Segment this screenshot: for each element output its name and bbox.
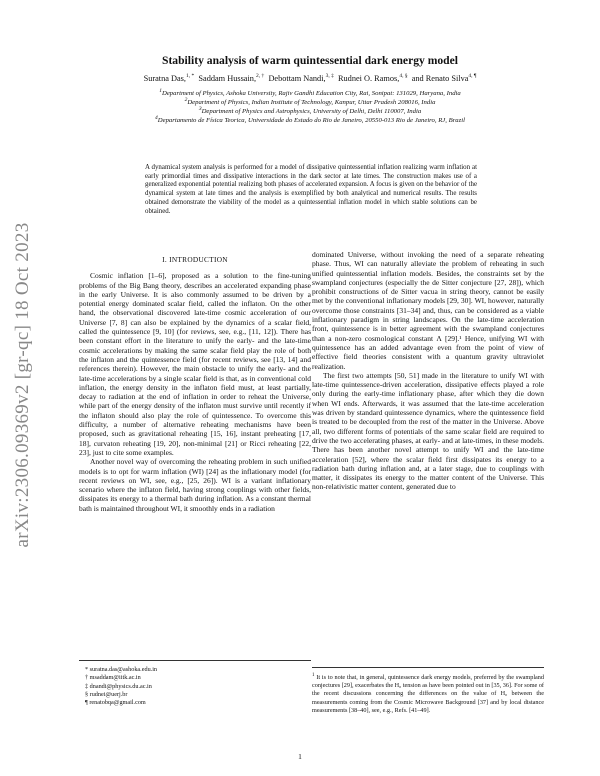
author: Rudnei O. Ramos,$^{4, \S}$	[338, 73, 408, 83]
email-footnote: * suratna.das@ashoka.edu.in	[85, 666, 158, 673]
paragraph: The first two attempts [50, 51] made in the literature to unify WI with late-time quintessence-driven acceleration, dissipative effects played a role only during the early-time inflationary phase, after which they die down when WI ends. Afterwards, it was assumed that the late-time acceleration was driven by standard quintessence dynamics, where the quintessence field is treated to be decoupled from the rest of the matter in the Universe. Above all, two different forms of potentials of the same scalar field are required to drive the two accelerating phases, at early- and at late-times, in these models. There has been another novel attempt to unify WI and the late-time acceleration [52], where the scalar field first dissipates its energy to a radiation bath during inflation and, at a later stage, due to couplings with matter, it dissipates its energy to the matter content of the Universe. This non-relativistic matter content, generated due to	[312, 370, 544, 492]
paper-title: Stability analysis of warm quintessential dark energy model	[162, 54, 458, 67]
author: Suratna Das,$^{1, *}$	[143, 73, 195, 83]
author: Debottam Nandi,$^{3, \ddagger}$	[268, 73, 334, 83]
email-footnote: † msaddam@iitk.ac.in	[85, 674, 141, 682]
email-footnotes	[79, 660, 311, 707]
author: and Renato Silva$^{4, \P}$	[411, 73, 477, 83]
paragraph: Another novel way of overcoming the reheating problem in such unified models is to opt for warm inflation (WI) [24] as the inflationary model (for recent reviews on WI, see, e.g., [25, 26]). WI is a variant inflationary scenario where the inflaton field, having strong couplings with other fields, dissipates its energy to a thermal bath during inflation. As a constant thermal bath is maintained throughout WI, it smoothly ends in a radiation	[79, 457, 311, 513]
paragraph: dominated Universe, without invoking the need of a separate reheating phase. Thus, WI can naturally alleviate the problem of reheating in such unified quintessential inflation models. Besides, the constraints set by the swampland conjectures (especially the de Sitter conjecture [27, 28]), which prohibit constructions of de Sitter vacua in string theory, cannot be easily met by the conventional inflationary models [29, 30]. WI, however, naturally overcome those constraints [31–34] and, thus, can be considered as a viable inflationary paradigm in string landscapes. On the late-time acceleration front, quintessence is in better agreement with the swampland conjectures than a non-zero cosmological constant Λ [29].¹ Hence, unifying WI with quintessence has an added advantage even from the point of view of effective field theories consistent with a quantum gravity ultraviolet realization.	[312, 250, 544, 371]
affiliation: $^2$Department of Physics, Indian Institute of Technology, Kanpur, Uttar Pradesh 208016, India	[184, 97, 436, 107]
affiliation: $^1$Department of Physics, Ashoka University, Rajiv Gandhi Education City, Rai, Sonipat: 131029, Haryana, India	[159, 88, 461, 98]
footnote-text: It is to note that, in general, quintessence dark energy models, preferred by the swampland conjectures [29], exacerbates the H₀ tension as have been pointed out in [35, 36]. For some of the recent discussions concerning the differences on the value of H₀ between the measurements coming from the Cosmic Microwave Background [37] and by local distance measurements [38–40], see, e.g., Refs. [41–49].	[312, 674, 544, 714]
email-footnote: § rudnei@uerj.br	[85, 690, 128, 698]
page-number: 1	[298, 752, 302, 761]
left-column	[79, 250, 311, 513]
abstract: A dynamical system analysis is performed for a model of dissipative quintessential inflation realizing warm inflation at early primordial times and dissipative interactions in the dark sector at late times. The construction makes use of a generalized exponential potential realizing both phases of accelerated expansion. A focus is given on the behavior of the dynamical system at late times and the analysis is exemplified by both analytical and numerical results. The results obtained demonstrate the viability of the model as a quintessential inflation model in which stable solutions can be obtained.	[145, 164, 477, 215]
email-footnote: ‡ dnandi@physics.du.ac.in	[85, 682, 152, 690]
footnote-mark: 1	[312, 673, 315, 678]
author: Saddam Hussain,$^{2, \dagger}$	[198, 73, 265, 83]
right-column	[312, 250, 544, 492]
email-footnote: ¶ renatobqa@gmail.com	[85, 699, 146, 707]
author-list	[50, 73, 570, 83]
arxiv-identifier: arXiv:2306.09369v2 [gr-qc] 18 Oct 2023	[12, 222, 33, 548]
paragraph: Cosmic inflation [1–6], proposed as a solution to the fine-tuning problems of the Big Bang theory, describes an accelerated expanding phase in the early Universe. It is also commonly assumed to be driven by a potential energy dominated scalar field, called the inflaton. On the other hand, the observational discovered late-time cosmic acceleration of our Universe [7, 8] can also be explained by the dynamics of a scalar field, called the quintessence [9, 10] (for reviews, see, e.g., [11, 12]). There has been constant effort in the literature to unify the early- and the late-time cosmic accelerations by making the same scalar field play the role of both the inflaton and the quintessence field (for recent reviews, see [13, 14] and references therein). However, the main obstacle to unify the early- and the late-time accelerations by a single scalar field is that, as in conventional cold inflation, the energy density in the inflaton field must, at least partially, decay to radiation at the end of inflation in order to reheat the Universe, while part of the energy density of the inflaton must survive until recently if the inflaton should also play the role of quintessence. To overcome this difficulty, a number of alternative reheating mechanisms have been proposed, such as gravitational reheating [15, 16], instant preheating [17, 18], curvaton reheating [19, 20], non-minimal [21] or Ricci reheating [22, 23], just to cite some examples.	[79, 271, 311, 457]
footnote	[312, 667, 544, 715]
affiliation: $^3$Department of Physics and Astrophysics, University of Delhi, Delhi 110007, India	[198, 106, 422, 116]
affiliations	[50, 87, 570, 123]
affiliation: $^4$Departamento de Física Teorica, Universidade do Estado do Rio de Janeiro, 20550-013 Rio de Janeiro, RJ, Brazil	[155, 115, 465, 125]
section-heading: I. INTRODUCTION	[162, 255, 228, 264]
arxiv-sidebar-stamp	[8, 150, 38, 620]
